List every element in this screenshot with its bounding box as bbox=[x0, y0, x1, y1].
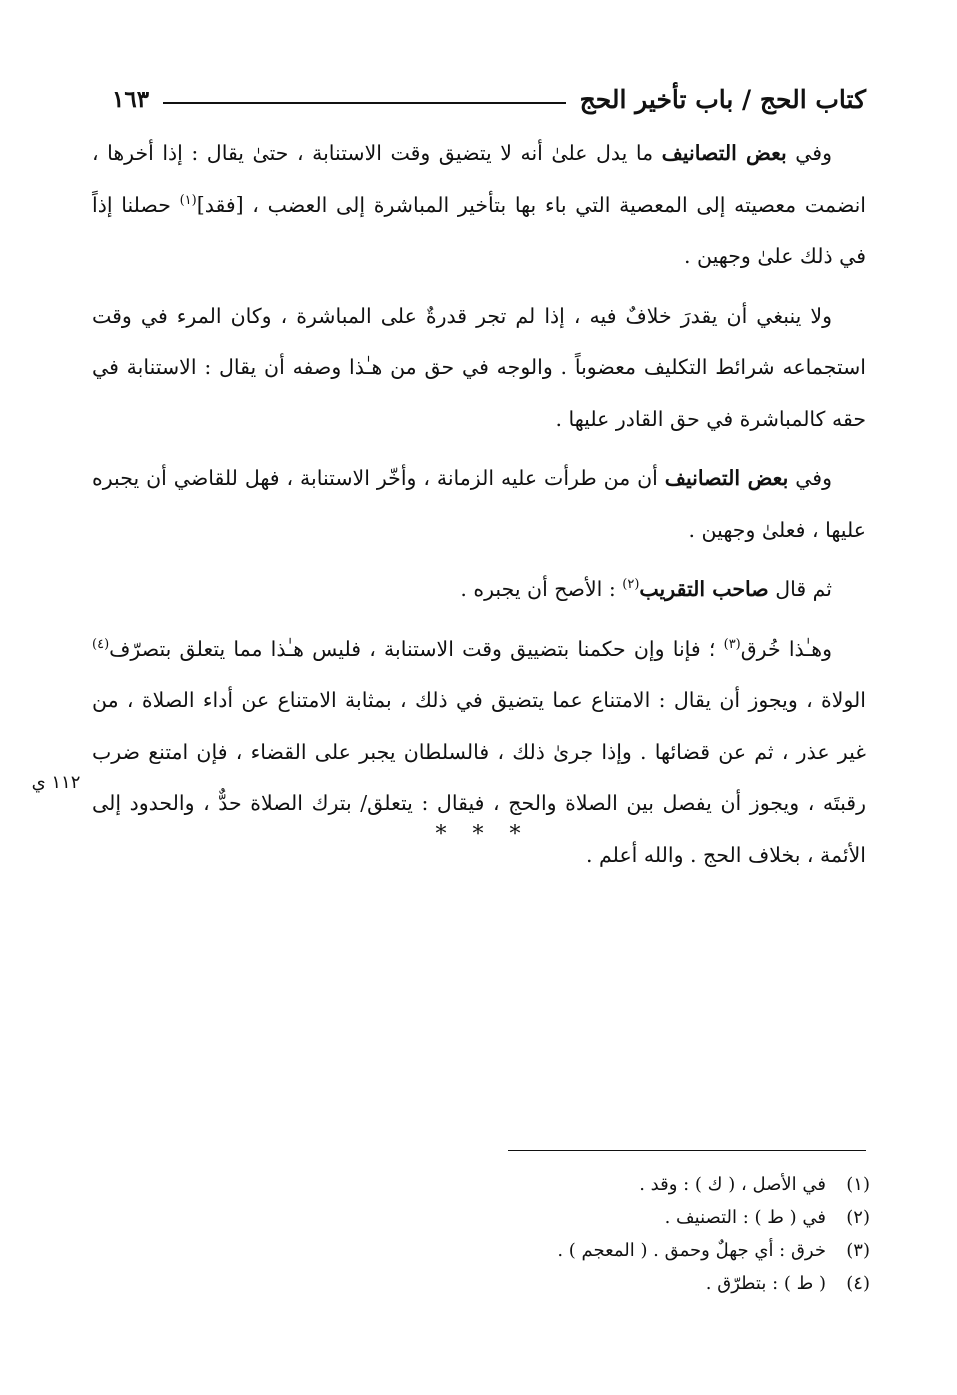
paragraph-2 bbox=[92, 291, 866, 446]
footnote-2 bbox=[300, 1201, 870, 1234]
separator-star-1: * bbox=[509, 822, 521, 847]
footnote-3 bbox=[300, 1234, 870, 1267]
footnote-text: خرق : أي جهلٌ وحمق . ( المعجم ) . bbox=[557, 1240, 826, 1261]
paragraph-3-bold: بعض التصانيف bbox=[664, 466, 789, 490]
paragraph-3-text: أن من طرأت عليه الزمانة ، وأخّر الاستنابة ، فهل للقاضي أن يجبره عليها ، فعلىٰ وجهين . bbox=[92, 466, 866, 542]
footnote-mark: (٣) bbox=[846, 1240, 870, 1261]
footnote-1 bbox=[300, 1168, 870, 1201]
paragraph-1-text: ما يدل علىٰ أنه لا يتضيق وقت الاستنابة ، حتىٰ يقال : إذا أخرها ، انضمت معصيته إلى المعصية التي باء بها بتأخير المباشرة إلى العضب ، [فقد] bbox=[92, 141, 866, 217]
paragraph-1 bbox=[92, 128, 866, 283]
footnote-text: ( ط ) : بتطرّق . bbox=[705, 1273, 826, 1294]
paragraph-3-lead: وفي bbox=[788, 466, 832, 490]
paragraph-3 bbox=[92, 453, 866, 556]
chapter-title: كتاب الحج / باب تأخير الحج bbox=[579, 84, 866, 114]
paragraph-4-bold: صاحب التقريب bbox=[639, 577, 769, 601]
paragraph-5-text: الولاة ، ويجوز أن يقال : الامتناع عما يتضيق في ذلك ، بمثابة الامتناع عن أداء الصلاة ، من غير عذر ، ثم عن قضائها . وإذا جرىٰ ذلك ، فالسلطان يجبر على القضاء ، فإن امتنع ضرب رقبتَه ، ويجوز أن يفصل بين الصلاة والحج ، فيقال : يتعلق/ بترك الصلاة حدٌّ ، والحدود إلى الأئمة ، بخلاف الحج . والله أعلم . bbox=[92, 688, 866, 867]
page-number: ١٦٣ bbox=[112, 85, 150, 113]
footnote-text: في الأصل ، ( ك ) : وقد . bbox=[639, 1174, 826, 1195]
paragraph-5-lead: وهـٰذا خُرق bbox=[740, 636, 832, 661]
section-separator bbox=[378, 822, 578, 852]
running-header bbox=[112, 78, 866, 120]
main-text bbox=[92, 128, 866, 889]
paragraph-2-text: ولا ينبغي أن يقدرَ خلافٌ فيه ، إذا لم تجر قدرةٌ على المباشرة ، وكان المرء في وقت استجماعه شرائط التكليف معضوباً . والوجه في حق من هـٰذا وصفه أن يقال : الاستنابة في حقه كالمباشرة في حق القادر عليها . bbox=[92, 303, 866, 431]
footnote-ref-1: (١) bbox=[179, 192, 197, 208]
footnote-rule bbox=[508, 1150, 866, 1151]
paragraph-1-bold: بعض التصانيف bbox=[661, 141, 787, 165]
footnote-4 bbox=[300, 1267, 870, 1300]
footnote-ref-3: (٣) bbox=[723, 636, 741, 652]
footnote-ref-4: (٤) bbox=[92, 636, 110, 652]
separator-star-2: * bbox=[472, 822, 484, 847]
paragraph-1-end: حصلنا إذاً في ذلك علىٰ وجهين . bbox=[92, 192, 866, 268]
paragraph-5-mid: ؛ فإنا وإن حكمنا بتضييق وقت الاستنابة ، فليس هـٰذا مما يتعلق بتصرّف bbox=[109, 636, 724, 661]
separator-star-3: * bbox=[435, 822, 447, 847]
footnote-text: في ( ط ) : التصنيف . bbox=[664, 1207, 826, 1228]
footnote-mark: (٤) bbox=[846, 1273, 870, 1294]
footnote-ref-2: (٢) bbox=[622, 577, 640, 593]
paragraph-4-text: : الأصح أن يجبره . bbox=[460, 577, 623, 601]
footnotes bbox=[300, 1168, 870, 1300]
paragraph-4-lead: ثم قال bbox=[768, 577, 832, 601]
header-rule bbox=[163, 102, 566, 104]
footnote-mark: (١) bbox=[846, 1174, 870, 1195]
paragraph-1-lead: وفي bbox=[786, 141, 832, 165]
footnote-mark: (٢) bbox=[846, 1207, 870, 1228]
paragraph-4 bbox=[92, 564, 866, 616]
manuscript-folio-note: ١١٢ ي bbox=[31, 772, 81, 793]
